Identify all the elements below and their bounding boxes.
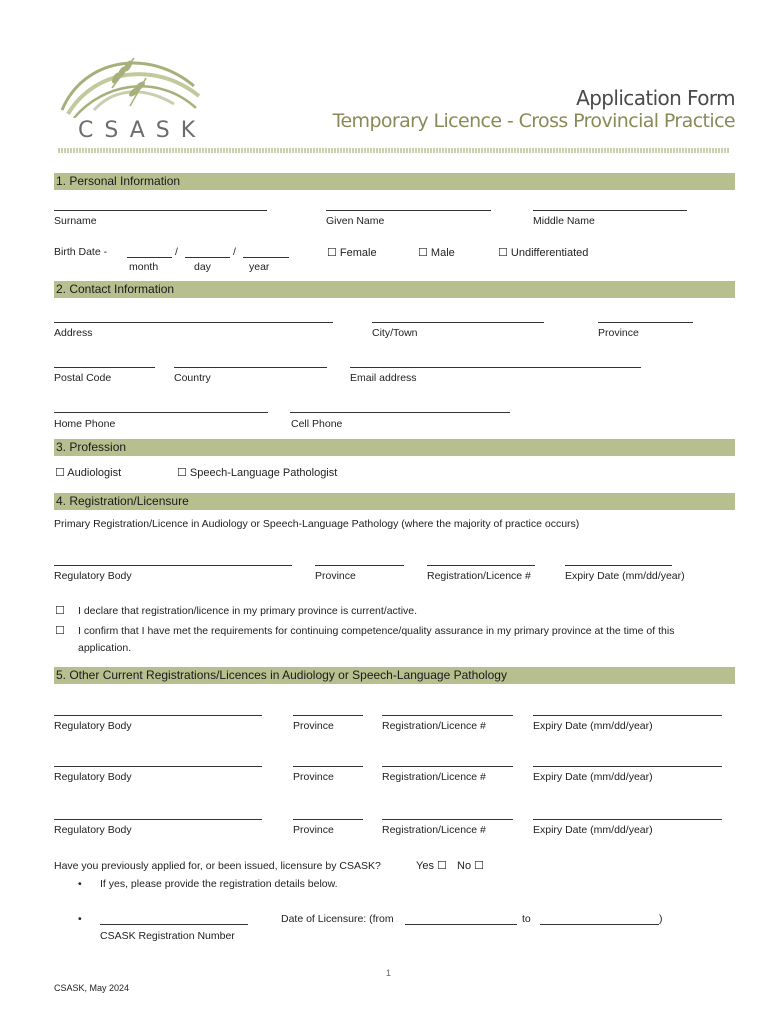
other-province-field[interactable] <box>293 715 363 716</box>
other-regulatory-body-field[interactable] <box>54 819 262 820</box>
expiry-date-field[interactable] <box>565 565 672 566</box>
declaration-checkbox[interactable]: ☐ <box>55 605 65 617</box>
slp-checkbox[interactable]: ☐ Speech-Language Pathologist <box>177 467 338 479</box>
city-field[interactable] <box>372 322 544 323</box>
date-separator: / <box>175 246 178 258</box>
postal-code-label: Postal Code <box>54 372 112 384</box>
regulatory-body-label: Regulatory Body <box>54 720 132 732</box>
csask-registration-number-label: CSASK Registration Number <box>100 930 235 942</box>
registration-number-label: Registration/Licence # <box>382 824 486 836</box>
province-field[interactable] <box>315 565 404 566</box>
other-registration-number-field[interactable] <box>382 766 513 767</box>
home-phone-field[interactable] <box>54 412 268 413</box>
province-label: Province <box>598 327 639 339</box>
regulatory-body-field[interactable] <box>54 565 292 566</box>
if-yes-instruction: If yes, please provide the registration details below. <box>100 878 338 890</box>
confirmation-checkbox[interactable]: ☐ <box>55 625 65 637</box>
other-registration-number-field[interactable] <box>382 715 513 716</box>
registration-number-label: Registration/Licence # <box>382 720 486 732</box>
logo-text: CSASK <box>78 118 207 143</box>
csask-registration-number-field[interactable] <box>100 924 248 925</box>
section-other-registrations-header: 5. Other Current Registrations/Licences in Audiology or Speech-Language Pathology <box>54 667 735 684</box>
registration-number-field[interactable] <box>427 565 535 566</box>
postal-code-field[interactable] <box>54 367 155 368</box>
footer-date: CSASK, May 2024 <box>54 983 130 993</box>
province-label: Province <box>293 720 334 732</box>
primary-registration-intro: Primary Registration/Licence in Audiology or Speech-Language Pathology (where the majority of practice occurs) <box>54 518 580 530</box>
regulatory-body-label: Regulatory Body <box>54 771 132 783</box>
section-personal-info-header: 1. Personal Information <box>54 173 735 190</box>
other-expiry-date-field[interactable] <box>533 766 722 767</box>
yes-checkbox[interactable]: Yes ☐ <box>416 860 447 872</box>
expiry-date-label: Expiry Date (mm/dd/year) <box>533 824 653 836</box>
licensure-from-date-field[interactable] <box>405 924 517 925</box>
city-label: City/Town <box>372 327 418 339</box>
registration-number-label: Registration/Licence # <box>427 570 531 582</box>
province-label: Province <box>293 771 334 783</box>
form-title: Application Form <box>576 86 735 110</box>
home-phone-label: Home Phone <box>54 418 116 430</box>
other-regulatory-body-field[interactable] <box>54 766 262 767</box>
previously-applied-question: Have you previously applied for, or been issued, licensure by CSASK? <box>54 860 381 872</box>
other-expiry-date-field[interactable] <box>533 715 722 716</box>
country-field[interactable] <box>174 367 327 368</box>
province-field[interactable] <box>598 322 693 323</box>
bullet: • <box>78 878 82 890</box>
other-province-field[interactable] <box>293 819 363 820</box>
other-registration-number-field[interactable] <box>382 819 513 820</box>
birth-month-field[interactable] <box>127 257 172 258</box>
section-profession-header: 3. Profession <box>54 439 735 456</box>
confirmation-text-cont: application. <box>78 642 132 654</box>
other-province-field[interactable] <box>293 766 363 767</box>
expiry-date-label: Expiry Date (mm/dd/year) <box>533 720 653 732</box>
surname-label: Surname <box>54 215 97 227</box>
form-subtitle: Temporary Licence - Cross Provincial Practice <box>332 110 735 132</box>
address-field[interactable] <box>54 322 333 323</box>
given-name-field[interactable] <box>326 210 491 211</box>
day-label: day <box>194 261 211 273</box>
female-checkbox[interactable]: ☐ Female <box>327 247 377 259</box>
page-number: 1 <box>386 968 392 978</box>
given-name-label: Given Name <box>326 215 385 227</box>
undifferentiated-checkbox[interactable]: ☐ Undifferentiated <box>498 247 589 259</box>
section-contact-info-header: 2. Contact Information <box>54 281 735 298</box>
email-label: Email address <box>350 372 417 384</box>
middle-name-field[interactable] <box>533 210 687 211</box>
declaration-text: I declare that registration/licence in my primary province is current/active. <box>78 605 418 617</box>
year-label: year <box>249 261 270 273</box>
to-label: to <box>522 913 531 925</box>
birth-date-label: Birth Date - <box>54 246 108 258</box>
close-paren: ) <box>659 913 663 925</box>
surname-field[interactable] <box>54 210 267 211</box>
licensure-to-date-field[interactable] <box>540 924 659 925</box>
cell-phone-field[interactable] <box>290 412 510 413</box>
date-of-licensure-label: Date of Licensure: (from <box>281 913 394 925</box>
section-registration-header: 4. Registration/Licensure <box>54 493 735 510</box>
csask-logo <box>54 48 207 148</box>
cell-phone-label: Cell Phone <box>291 418 343 430</box>
header-divider <box>58 148 730 153</box>
date-separator: / <box>233 246 236 258</box>
birth-year-field[interactable] <box>243 257 289 258</box>
no-checkbox[interactable]: No ☐ <box>457 860 484 872</box>
province-label: Province <box>293 824 334 836</box>
month-label: month <box>129 261 159 273</box>
regulatory-body-label: Regulatory Body <box>54 570 132 582</box>
expiry-date-label: Expiry Date (mm/dd/year) <box>565 570 685 582</box>
other-expiry-date-field[interactable] <box>533 819 722 820</box>
expiry-date-label: Expiry Date (mm/dd/year) <box>533 771 653 783</box>
male-checkbox[interactable]: ☐ Male <box>418 247 455 259</box>
audiologist-checkbox[interactable]: ☐ Audiologist <box>55 467 122 479</box>
address-label: Address <box>54 327 93 339</box>
confirmation-text: I confirm that I have met the requirements for continuing competence/quality assurance in my primary province at the time of this <box>78 625 675 637</box>
wheat-swirl-icon <box>54 48 204 118</box>
birth-day-field[interactable] <box>185 257 230 258</box>
province-label: Province <box>315 570 356 582</box>
registration-number-label: Registration/Licence # <box>382 771 486 783</box>
email-field[interactable] <box>350 367 641 368</box>
middle-name-label: Middle Name <box>533 215 595 227</box>
bullet: • <box>78 913 82 925</box>
country-label: Country <box>174 372 211 384</box>
other-regulatory-body-field[interactable] <box>54 715 262 716</box>
regulatory-body-label: Regulatory Body <box>54 824 132 836</box>
